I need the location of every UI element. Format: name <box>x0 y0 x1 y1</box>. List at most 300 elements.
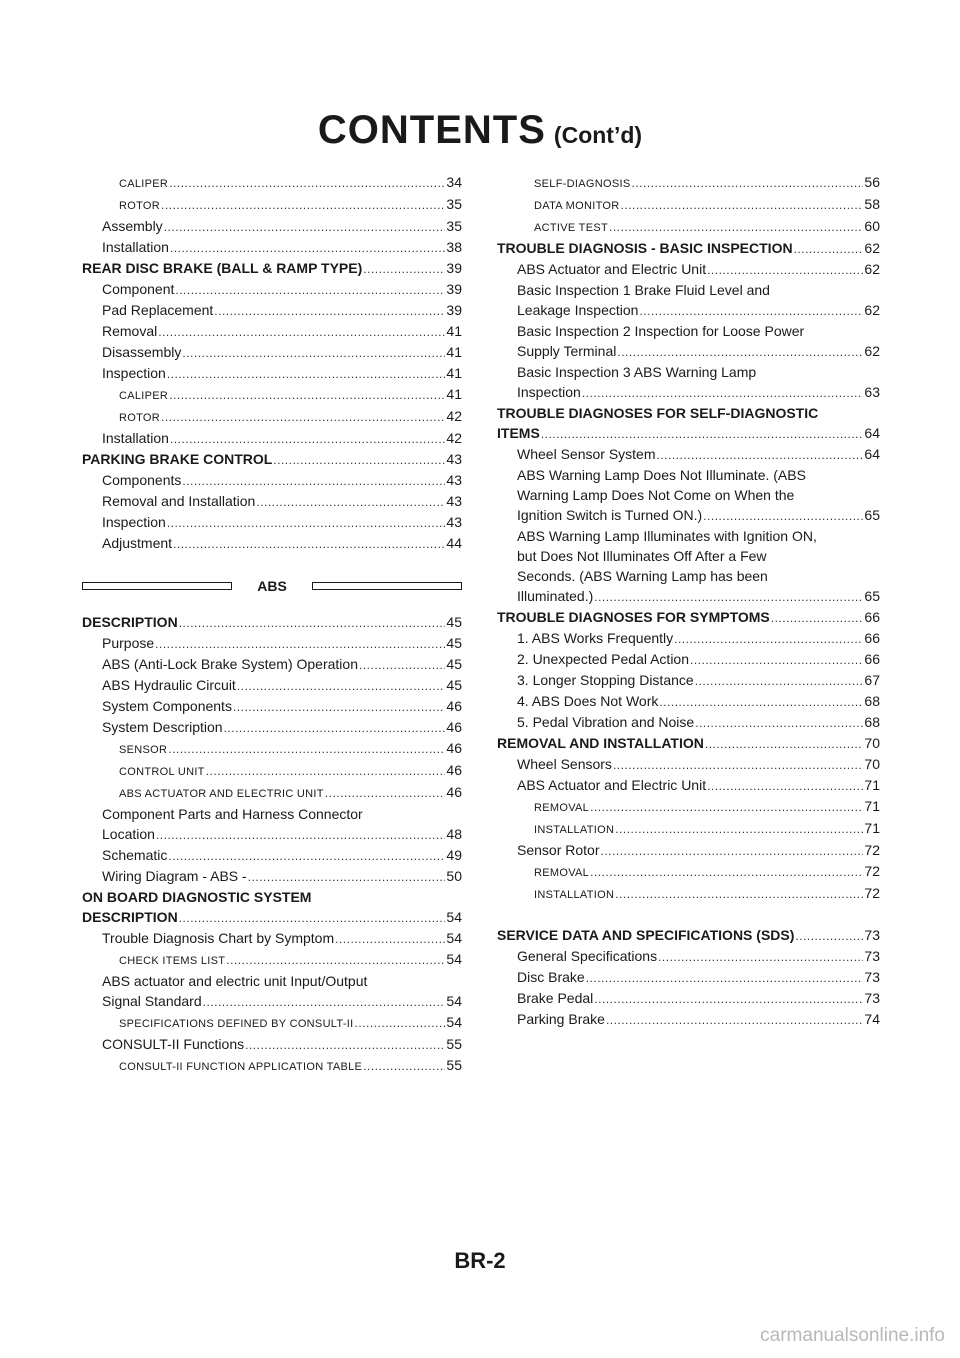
dot-leader <box>657 445 864 465</box>
toc-entry-continued-line: Basic Inspection 2 Inspection for Loose Power <box>517 323 805 339</box>
toc-entry[interactable] <box>497 341 880 362</box>
toc-entry[interactable] <box>82 470 462 491</box>
dot-leader <box>206 761 446 781</box>
dot-leader <box>707 776 863 796</box>
dot-leader <box>161 195 445 215</box>
dot-leader <box>690 650 863 670</box>
dot-leader <box>590 862 863 882</box>
toc-entry-page: 62 <box>864 240 880 256</box>
toc-entry-title: Wiring Diagram - ABS - <box>102 868 247 884</box>
dot-leader <box>179 613 446 633</box>
toc-entry-page: 46 <box>446 740 462 756</box>
dot-leader <box>158 322 445 342</box>
dot-leader <box>615 884 863 904</box>
toc-entry-title: TROUBLE DIAGNOSES FOR SYMPTOMS <box>497 609 770 625</box>
dot-leader <box>256 492 445 512</box>
toc-entry-title: SERVICE DATA AND SPECIFICATIONS (SDS) <box>497 927 795 943</box>
toc-entry-page: 68 <box>864 693 880 709</box>
toc-entry[interactable] <box>82 258 462 279</box>
toc-entry-page: 71 <box>864 820 880 836</box>
toc-entry-page: 55 <box>446 1057 462 1073</box>
toc-entry-title: Installation <box>102 239 169 255</box>
toc-entry-continued-line: Seconds. (ABS Warning Lamp has been <box>517 568 768 584</box>
toc-entry[interactable] <box>82 194 462 216</box>
dot-leader <box>621 195 864 215</box>
dot-leader <box>359 655 445 675</box>
dot-leader <box>594 989 863 1009</box>
toc-entry[interactable] <box>497 988 880 1009</box>
dot-leader <box>170 429 445 449</box>
toc-entry-title: DESCRIPTION <box>82 909 178 925</box>
toc-entry-title: ITEMS <box>497 425 540 441</box>
watermark: carmanualsonline.info <box>760 1325 945 1346</box>
toc-entry-title: ROTOR <box>119 200 161 212</box>
toc-entry[interactable] <box>497 423 880 444</box>
toc-entry[interactable] <box>497 607 880 628</box>
toc-entry-title: Assembly <box>102 218 163 234</box>
toc-entry-title: REMOVAL AND INSTALLATION <box>497 735 704 751</box>
dot-leader <box>586 968 864 988</box>
toc-entry-page: 45 <box>446 656 462 672</box>
dot-leader <box>590 797 863 817</box>
toc-entry[interactable] <box>82 172 462 194</box>
toc-entry-title: Purpose <box>102 635 155 651</box>
toc-entry-page: 54 <box>446 930 462 946</box>
toc-entry-title: Parking Brake <box>517 1011 605 1027</box>
toc-entry[interactable] <box>497 216 880 238</box>
toc-entry[interactable] <box>497 946 880 967</box>
toc-entry-page: 72 <box>864 885 880 901</box>
toc-entry-title: Schematic <box>102 847 168 863</box>
toc-entry-page: 46 <box>446 784 462 800</box>
toc-entry[interactable] <box>82 428 462 449</box>
toc-entry-page: 58 <box>864 196 880 212</box>
toc-entry-title: SELF-DIAGNOSIS <box>534 178 631 190</box>
toc-entry-title: ABS Actuator and Electric Unit <box>517 777 707 793</box>
toc-entry-title: ABS (Anti-Lock Brake System) Operation <box>102 656 358 672</box>
toc-entry-page: 41 <box>446 323 462 339</box>
toc-entry-continued-line: ABS actuator and electric unit Input/Output <box>102 973 368 989</box>
toc-entry-title: CONTROL UNIT <box>119 766 205 778</box>
toc-entry-page: 44 <box>446 535 462 551</box>
toc-entry-title: Component <box>102 281 175 297</box>
toc-right-top-list <box>497 172 880 905</box>
dot-leader <box>245 1035 445 1055</box>
dot-leader <box>169 173 445 193</box>
toc-entry[interactable] <box>82 491 462 512</box>
toc-entry[interactable] <box>82 384 462 406</box>
toc-entry-title: Installation <box>102 430 169 446</box>
toc-entry-page: 73 <box>864 927 880 943</box>
toc-entry-title: Signal Standard <box>102 993 202 1009</box>
toc-entry[interactable] <box>82 696 462 717</box>
toc-entry-page: 43 <box>446 451 462 467</box>
toc-entry[interactable] <box>82 406 462 428</box>
dot-leader <box>582 383 864 403</box>
toc-entry[interactable] <box>82 533 462 554</box>
toc-entry-page: 38 <box>446 239 462 255</box>
toc-entry[interactable] <box>82 612 462 633</box>
toc-entry-title: REMOVAL <box>534 802 590 814</box>
toc-entry-continued-line: ON BOARD DIAGNOSTIC SYSTEM <box>82 889 312 905</box>
toc-entry-title: DESCRIPTION <box>82 614 178 630</box>
page-title-subtitle: (Cont’d) <box>553 122 643 148</box>
dot-leader <box>214 301 445 321</box>
toc-entry[interactable] <box>497 883 880 905</box>
toc-entry-page: 67 <box>864 672 880 688</box>
toc-entry-page: 46 <box>446 698 462 714</box>
toc-entry-title: Removal and Installation <box>102 493 256 509</box>
toc-entry-page: 62 <box>864 261 880 277</box>
toc-entry-page: 43 <box>446 514 462 530</box>
toc-entry[interactable] <box>497 925 880 946</box>
dot-leader <box>703 506 863 526</box>
toc-entry-title: Disassembly <box>102 344 182 360</box>
toc-entry[interactable] <box>497 712 880 733</box>
toc-entry-continued-line: Warning Lamp Does Not Come on When the <box>517 487 795 503</box>
dot-leader <box>179 908 446 928</box>
toc-entry-page: 71 <box>864 777 880 793</box>
toc-entry-title: Inspection <box>102 365 166 381</box>
toc-entry-page: 70 <box>864 735 880 751</box>
toc-entry-title: Pad Replacement <box>102 302 214 318</box>
toc-entry[interactable] <box>82 300 462 321</box>
toc-entry[interactable] <box>82 321 462 342</box>
section-divider-abs <box>82 576 462 596</box>
dot-leader <box>795 926 863 946</box>
toc-entry[interactable] <box>497 172 880 194</box>
dot-leader <box>164 217 446 237</box>
toc-entry-title: Wheel Sensor System <box>517 446 656 462</box>
dot-leader <box>325 783 446 803</box>
toc-entry[interactable] <box>497 754 880 775</box>
toc-entry-title: Leakage Inspection <box>517 302 639 318</box>
toc-entry-page: 56 <box>864 174 880 190</box>
toc-entry-page: 72 <box>864 842 880 858</box>
toc-entry-title: ROTOR <box>119 412 161 424</box>
dot-leader <box>705 734 864 754</box>
toc-entry-page: 42 <box>446 408 462 424</box>
dot-leader <box>363 259 445 279</box>
toc-entry-page: 35 <box>446 196 462 212</box>
toc-entry[interactable] <box>497 733 880 754</box>
dot-leader <box>600 841 863 861</box>
toc-entry[interactable] <box>82 824 462 845</box>
dot-leader <box>182 471 445 491</box>
toc-entry-page: 45 <box>446 635 462 651</box>
toc-entry[interactable] <box>82 654 462 675</box>
divider-bar-left <box>82 582 232 590</box>
toc-entry-title: General Specifications <box>517 948 658 964</box>
dot-leader <box>771 608 864 628</box>
toc-right-bottom-list <box>497 925 880 1030</box>
toc-entry[interactable] <box>82 782 462 804</box>
toc-entry-page: 46 <box>446 762 462 778</box>
dot-leader <box>170 238 445 258</box>
toc-entry-page: 66 <box>864 630 880 646</box>
dot-leader <box>173 534 445 554</box>
dot-leader <box>707 260 863 280</box>
page-title <box>0 108 960 153</box>
toc-entry-page: 43 <box>446 493 462 509</box>
toc-entry[interactable] <box>82 907 462 928</box>
dot-leader <box>632 173 864 193</box>
toc-gap <box>497 905 880 925</box>
toc-entry[interactable] <box>497 818 880 840</box>
toc-entry-continued-line: but Does Not Illuminates Off After a Few <box>517 548 767 564</box>
toc-entry-continued-line: Basic Inspection 1 Brake Fluid Level and <box>517 282 770 298</box>
dot-leader <box>695 671 864 691</box>
toc-entry-title: Inspection <box>102 514 166 530</box>
toc-entry-page: 65 <box>864 507 880 523</box>
toc-entry[interactable] <box>82 1034 462 1055</box>
toc-entry[interactable] <box>497 796 880 818</box>
toc-entry-title: Wheel Sensors <box>517 756 612 772</box>
toc-entry-page: 73 <box>864 969 880 985</box>
toc-entry-title: CALIPER <box>119 390 169 402</box>
dot-leader <box>175 280 445 300</box>
toc-entry-page: 43 <box>446 472 462 488</box>
toc-entry[interactable] <box>82 738 462 760</box>
toc-entry-continued-line: Component Parts and Harness Connector <box>102 806 363 822</box>
toc-entry[interactable] <box>497 1009 880 1030</box>
toc-left-top-list <box>82 172 462 554</box>
toc-entry[interactable] <box>82 928 462 949</box>
toc-entry-page: 73 <box>864 948 880 964</box>
toc-entry-title: Disc Brake <box>517 969 585 985</box>
dot-leader <box>237 676 446 696</box>
toc-entry-page: 39 <box>446 302 462 318</box>
toc-entry-page: 45 <box>446 677 462 693</box>
toc-entry-title: Components <box>102 472 182 488</box>
toc-entry-title: Illuminated.) <box>517 588 594 604</box>
page-number: BR-2 <box>454 1248 506 1273</box>
toc-entry-title: ABS ACTUATOR AND ELECTRIC UNIT <box>119 788 324 800</box>
page-title-main: CONTENTS <box>317 108 546 152</box>
toc-entry-continued-line: ABS Warning Lamp Illuminates with Ignition ON, <box>517 528 817 544</box>
dot-leader <box>335 929 445 949</box>
toc-entry-continued-line: Basic Inspection 3 ABS Warning Lamp <box>517 364 757 380</box>
toc-entry-page: 50 <box>446 868 462 884</box>
toc-entry-title: CONSULT-II Functions <box>102 1036 245 1052</box>
toc-entry[interactable] <box>497 628 880 649</box>
toc-entry-title: ABS Actuator and Electric Unit <box>517 261 707 277</box>
dot-leader <box>609 217 863 237</box>
dot-leader <box>674 629 863 649</box>
toc-entry[interactable] <box>82 717 462 738</box>
dot-leader <box>169 385 445 405</box>
toc-entry[interactable] <box>82 1055 462 1077</box>
dot-leader <box>658 947 863 967</box>
toc-entry-title: System Description <box>102 719 223 735</box>
toc-entry[interactable] <box>82 342 462 363</box>
dot-leader <box>594 587 863 607</box>
dot-leader <box>363 1056 445 1076</box>
toc-entry-page: 42 <box>446 430 462 446</box>
toc-entry-page: 72 <box>864 863 880 879</box>
toc-entry[interactable] <box>82 512 462 533</box>
toc-entry[interactable] <box>497 238 880 259</box>
toc-entry-page: 39 <box>446 281 462 297</box>
toc-entry[interactable] <box>497 649 880 670</box>
toc-entry-page: 68 <box>864 714 880 730</box>
toc-entry[interactable] <box>82 675 462 696</box>
toc-entry[interactable] <box>497 967 880 988</box>
dot-leader <box>617 342 863 362</box>
dot-leader <box>168 846 445 866</box>
toc-entry-page: 74 <box>864 1011 880 1027</box>
toc-left-bottom-list <box>82 612 462 1077</box>
toc-entry-page: 70 <box>864 756 880 772</box>
toc-entry-title: Adjustment <box>102 535 173 551</box>
toc-entry-title: Inspection <box>517 384 581 400</box>
dot-leader <box>794 239 864 259</box>
toc-entry-page: 34 <box>446 174 462 190</box>
toc-entry-title: REAR DISC BRAKE (BALL & RAMP TYPE) <box>82 260 363 276</box>
toc-entry-title: SENSOR <box>119 744 168 756</box>
dot-leader <box>155 634 445 654</box>
toc-entry[interactable] <box>497 194 880 216</box>
toc-entry-page: 62 <box>864 302 880 318</box>
dot-leader <box>355 1013 446 1033</box>
toc-entry-title: 3. Longer Stopping Distance <box>517 672 694 688</box>
toc-entry-page: 71 <box>864 798 880 814</box>
section-label: ABS <box>257 578 287 594</box>
toc-entry-title: System Components <box>102 698 232 714</box>
toc-entry[interactable] <box>82 216 462 237</box>
dot-leader <box>613 755 863 775</box>
toc-entry[interactable] <box>82 845 462 866</box>
toc-entry-title: DATA MONITOR <box>534 200 620 212</box>
toc-entry-title: INSTALLATION <box>534 824 615 836</box>
toc-entry-page: 48 <box>446 826 462 842</box>
dot-leader <box>248 867 446 887</box>
toc-entry-title: ACTIVE TEST <box>534 222 608 234</box>
toc-entry-title: REMOVAL <box>534 867 590 879</box>
toc-entry-title: ABS Hydraulic Circuit <box>102 677 236 693</box>
toc-entry-title: INSTALLATION <box>534 889 615 901</box>
toc-entry[interactable] <box>497 444 880 465</box>
toc-right-column <box>497 172 880 1030</box>
toc-entry-title: 5. Pedal Vibration and Noise <box>517 714 695 730</box>
toc-entry-title: Sensor Rotor <box>517 842 600 858</box>
dot-leader <box>659 692 863 712</box>
toc-entry-page: 41 <box>446 386 462 402</box>
toc-entry-title: SPECIFICATIONS DEFINED BY CONSULT-II <box>119 1018 354 1030</box>
dot-leader <box>167 513 446 533</box>
toc-entry-page: 49 <box>446 847 462 863</box>
toc-entry-title: PARKING BRAKE CONTROL <box>82 451 273 467</box>
toc-entry-page: 64 <box>864 425 880 441</box>
toc-entry-page: 41 <box>446 365 462 381</box>
toc-entry-title: Supply Terminal <box>517 343 617 359</box>
toc-entry-title: CALIPER <box>119 178 169 190</box>
dot-leader <box>233 697 445 717</box>
toc-entry-page: 46 <box>446 719 462 735</box>
toc-entry-title: 4. ABS Does Not Work <box>517 693 659 709</box>
toc-entry-page: 64 <box>864 446 880 462</box>
dot-leader <box>203 992 446 1012</box>
toc-entry-page: 54 <box>446 909 462 925</box>
toc-left-column <box>82 172 462 1077</box>
toc-entry-title: Removal <box>102 323 158 339</box>
dot-leader <box>639 301 863 321</box>
toc-entry[interactable] <box>82 991 462 1012</box>
toc-entry-page: 63 <box>864 384 880 400</box>
toc-entry-page: 39 <box>446 260 462 276</box>
toc-entry-title: Ignition Switch is Turned ON.) <box>517 507 703 523</box>
toc-entry-page: 73 <box>864 990 880 1006</box>
toc-entry-page: 65 <box>864 588 880 604</box>
toc-entry[interactable] <box>497 670 880 691</box>
toc-entry-title: Trouble Diagnosis Chart by Symptom <box>102 930 335 946</box>
dot-leader <box>156 825 445 845</box>
dot-leader <box>606 1010 863 1030</box>
toc-entry-title: 2. Unexpected Pedal Action <box>517 651 690 667</box>
toc-entry[interactable] <box>82 363 462 384</box>
toc-entry-title: Location <box>102 826 155 842</box>
toc-entry[interactable] <box>497 691 880 712</box>
dot-leader <box>167 364 446 384</box>
dot-leader <box>541 424 864 444</box>
toc-entry-page: 54 <box>446 951 462 967</box>
toc-entry-page: 66 <box>864 651 880 667</box>
toc-entry[interactable] <box>82 949 462 971</box>
dot-leader <box>182 343 445 363</box>
toc-entry[interactable] <box>497 586 880 607</box>
dot-leader <box>224 718 446 738</box>
toc-entry[interactable] <box>497 259 880 280</box>
toc-entry-title: Brake Pedal <box>517 990 594 1006</box>
toc-entry-title: 1. ABS Works Frequently <box>517 630 674 646</box>
toc-entry[interactable] <box>497 382 880 403</box>
toc-entry[interactable] <box>497 775 880 796</box>
toc-entry-page: 35 <box>446 218 462 234</box>
toc-entry-page: 45 <box>446 614 462 630</box>
dot-leader <box>273 450 445 470</box>
toc-entry-continued-line: TROUBLE DIAGNOSES FOR SELF-DIAGNOSTIC <box>497 405 819 421</box>
dot-leader <box>161 407 445 427</box>
toc-entry-title: TROUBLE DIAGNOSIS - BASIC INSPECTION <box>497 240 793 256</box>
toc-entry-page: 54 <box>446 993 462 1009</box>
dot-leader <box>615 819 863 839</box>
toc-entry-page: 60 <box>864 218 880 234</box>
toc-entry-page: 55 <box>446 1036 462 1052</box>
toc-entry[interactable] <box>497 861 880 883</box>
toc-entry-page: 66 <box>864 609 880 625</box>
toc-entry-continued-line: ABS Warning Lamp Does Not Illuminate. (ABS <box>517 467 806 483</box>
toc-entry-title: CONSULT-II FUNCTION APPLICATION TABLE <box>119 1061 363 1073</box>
toc-entry-title: CHECK ITEMS LIST <box>119 955 226 967</box>
toc-entry[interactable] <box>82 449 462 470</box>
toc-entry[interactable] <box>82 760 462 782</box>
toc-entry[interactable] <box>82 237 462 258</box>
toc-entry-page: 54 <box>446 1014 462 1030</box>
divider-bar-right <box>312 582 462 590</box>
toc-entry[interactable] <box>82 1012 462 1034</box>
toc-entry[interactable] <box>82 866 462 887</box>
dot-leader <box>695 713 863 733</box>
toc-entry[interactable] <box>497 840 880 861</box>
toc-entry-page: 62 <box>864 343 880 359</box>
toc-entry[interactable] <box>497 300 880 321</box>
toc-entry-page: 41 <box>446 344 462 360</box>
toc-entry[interactable] <box>82 279 462 300</box>
dot-leader <box>168 739 445 759</box>
toc-entry[interactable] <box>82 633 462 654</box>
toc-entry[interactable] <box>497 505 880 526</box>
dot-leader <box>226 950 445 970</box>
